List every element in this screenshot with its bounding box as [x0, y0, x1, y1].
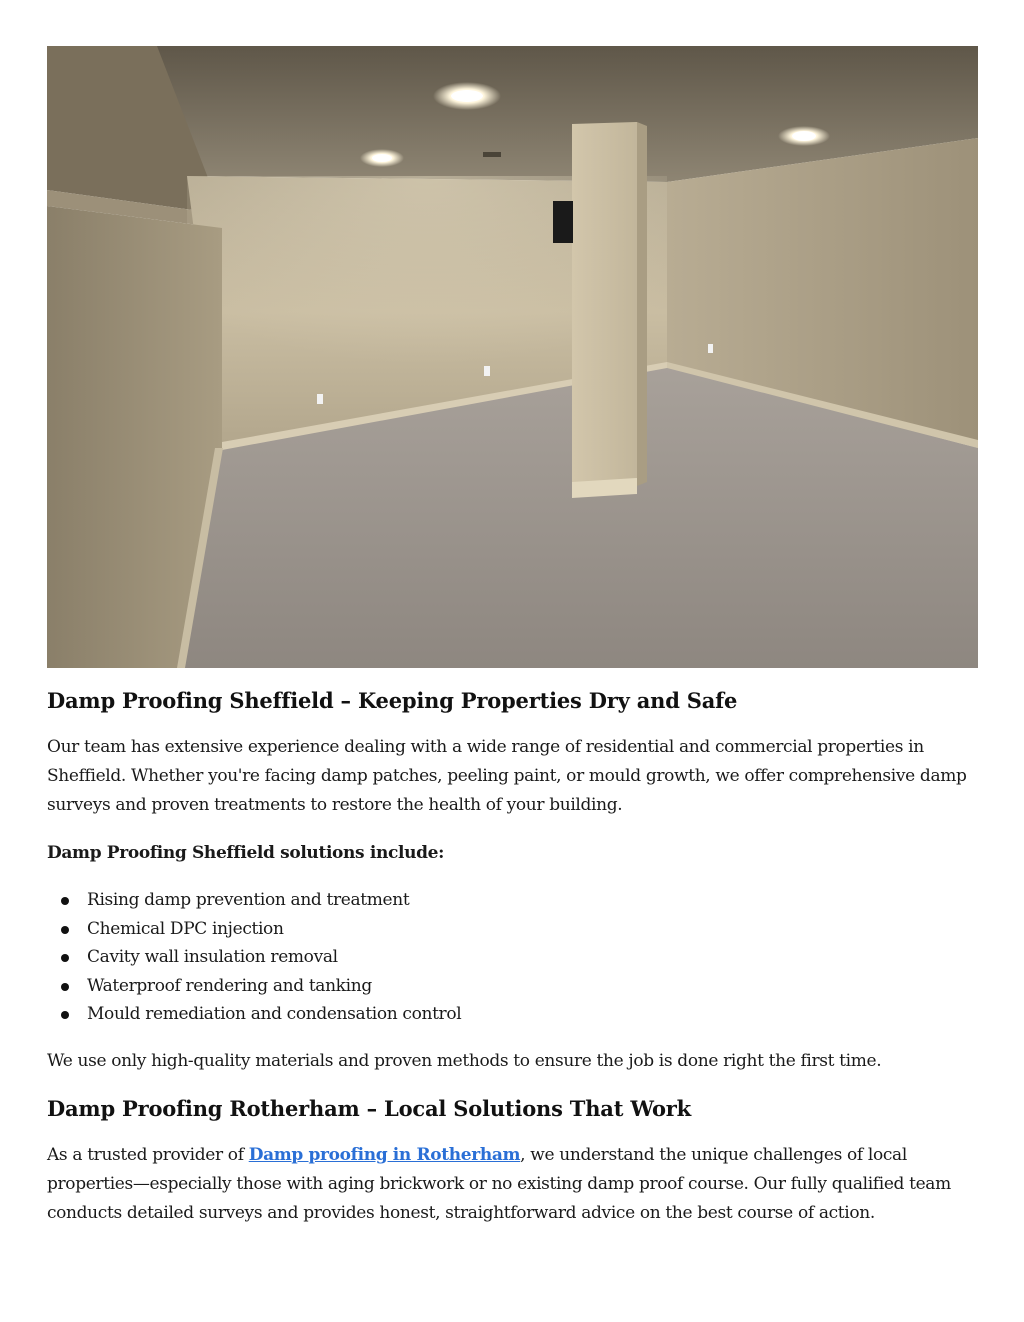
article — [47, 46, 978, 1228]
paragraph-sheffield-intro: Our team has extensive experience dealing with a wide range of residential and commercial properties in Sheffield. Whether you're facing damp patches, peeling paint, or mould growth, we offer comprehensive damp surveys and proven treatments to restore the health of your building. — [47, 737, 967, 815]
list-item — [87, 972, 978, 1001]
heading-sheffield: Damp Proofing Sheffield – Keeping Properties Dry and Safe — [47, 688, 738, 713]
list-item — [87, 886, 978, 915]
bullet-icon — [61, 1011, 69, 1019]
bullet-icon — [61, 897, 69, 905]
heading-rotherham: Damp Proofing Rotherham – Local Solutions That Work — [47, 1095, 692, 1121]
bullet-icon — [61, 926, 69, 934]
paragraph-rotherham-rest: , we understand the unique challenges of local properties—especially those with aging brickwork or no existing damp proof course. Our fully qualified team conducts detailed surveys and provides honest, straightforward advice on the best course of action. — [47, 1144, 951, 1223]
solutions-list — [47, 886, 978, 1029]
paragraph-rotherham-lead: As a trusted provider of — [47, 1144, 249, 1165]
list-item — [87, 915, 978, 944]
list-item-text: Waterproof rendering and tanking — [87, 975, 372, 996]
list-item-text: Cavity wall insulation removal — [87, 947, 338, 967]
solutions-heading: Damp Proofing Sheffield solutions include: — [47, 843, 445, 863]
paragraph-rotherham — [47, 1141, 978, 1228]
list-item-text: Rising damp prevention and treatment — [87, 890, 410, 910]
bullet-icon — [61, 983, 69, 991]
bullet-icon — [61, 954, 69, 962]
basement-room-photo — [47, 46, 978, 668]
list-item-text: Chemical DPC injection — [87, 918, 284, 939]
list-item — [87, 1000, 978, 1029]
list-item-text: Mould remediation and condensation control — [87, 1004, 462, 1024]
damp-proofing-rotherham-link[interactable]: Damp proofing in Rotherham — [248, 1144, 521, 1165]
list-item — [87, 943, 978, 972]
paragraph-quality: We use only high-quality materials and proven methods to ensure the job is done right the first time. — [47, 1050, 882, 1071]
